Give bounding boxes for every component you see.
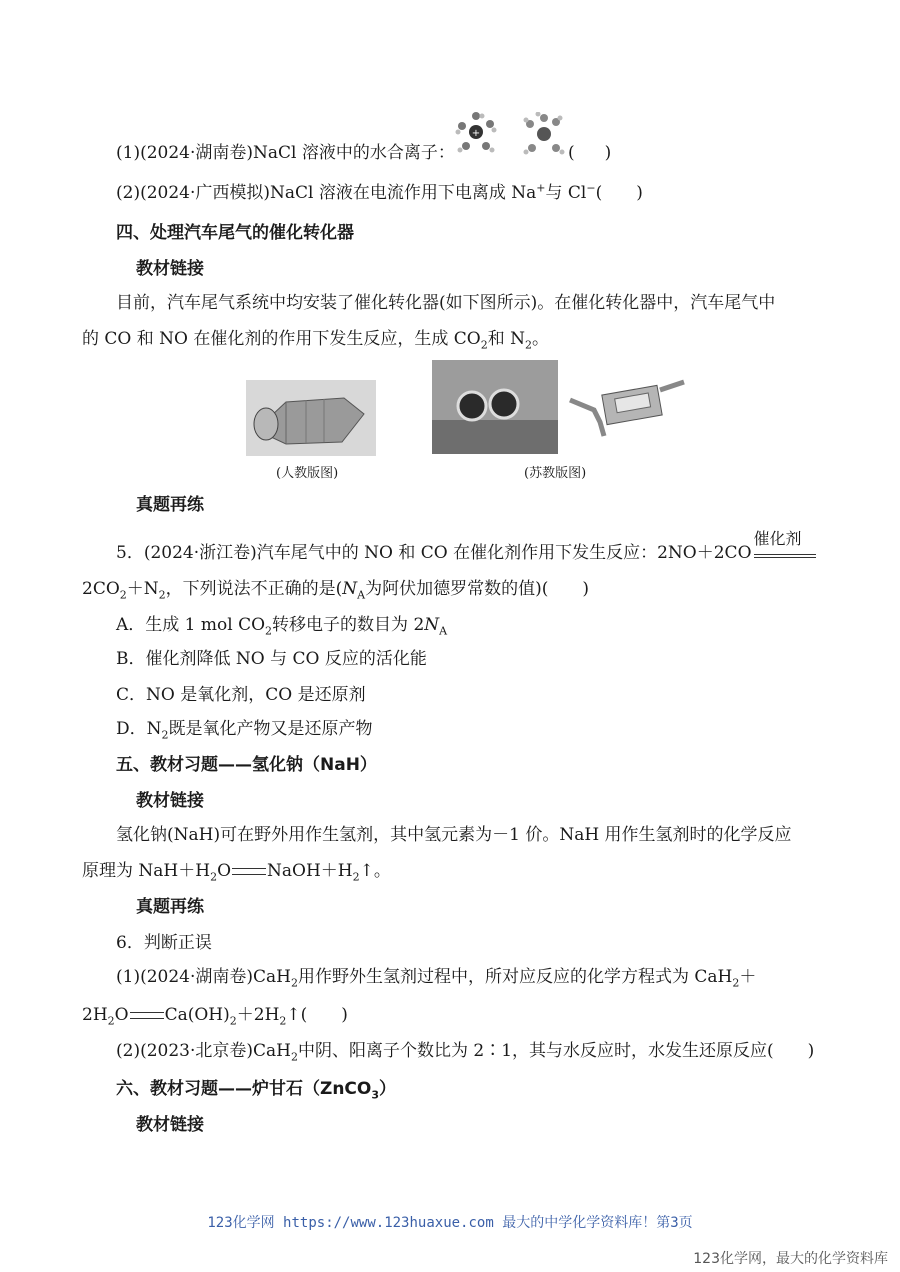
section-5-title: 五、教材习题——氢化钠（NaH） <box>116 755 377 775</box>
question-5-option-d: D．$N_2$既是氧化产物又是还原产物 <box>116 719 373 742</box>
section-5-para-2: 原理为 $NaH+H_2O$ $NaOH+H_2↑$。 <box>82 861 391 884</box>
site-brand-watermark: 123化学网，最大的化学资料库 <box>693 1251 888 1267</box>
question-6-1: (1)(2024·湖南卷)CaH$_2$用作野外生氢剂过程中，所对应反应的化学方程式为 CaH$_2$＋ <box>116 967 757 990</box>
question-1-text: (1)(2024·湖南卷)NaCl 溶液中的水合离子： <box>116 143 455 163</box>
caption-renjiao: (人教版图) <box>276 466 339 481</box>
exhaust-pipe-image <box>432 360 558 454</box>
page-footer-link[interactable]: 123化学网 https://www.123huaxue.com 最大的中学化学资料库！第3页 <box>207 1215 693 1231</box>
question-2: (2)(2024·广西模拟)NaCl 溶液在电流作用下电离成 Na+与 Cl−( ) <box>116 181 643 203</box>
section-5-para-1: 氢化钠(NaH)可在野外用作生氢剂，其中氢元素为－1 价。NaH 用作生氢剂时的化学反应 <box>116 825 792 845</box>
section-5-link-label: 教材链接 <box>136 791 204 811</box>
question-5-stem-line-2: $2CO_2+N_2$，下列说法不正确的是($N_A$为阿伏加德罗常数的值)( ) <box>82 579 590 602</box>
hydrated-anion-icon <box>524 112 565 155</box>
section-4-title: 四、处理汽车尾气的催化转化器 <box>116 223 354 243</box>
converter-image-2 <box>564 370 692 440</box>
equals-sign <box>130 1012 164 1019</box>
question-5-option-b: B．催化剂降低 NO 与 CO 反应的活化能 <box>116 649 427 669</box>
question-1-answer: ( ) <box>568 143 612 163</box>
section-6-title: 六、教材习题——炉甘石（ZnCO$_3$） <box>116 1079 397 1102</box>
catalyst-equation-arrow: 催化剂 <box>754 546 816 558</box>
section-5-practice-label: 真题再练 <box>136 897 204 917</box>
svg-text:+: + <box>471 128 481 139</box>
section-4-link-label: 教材链接 <box>136 259 204 279</box>
hydrated-ion-figure <box>452 112 568 160</box>
equals-sign <box>232 868 266 875</box>
caption-sujiao: (苏教版图) <box>524 466 587 481</box>
question-5-option-a: A．生成 1 mol $CO_2$转移电子的数目为 $2N_A$ <box>116 615 448 638</box>
converter-image-1 <box>246 380 376 456</box>
section-4-practice-label: 真题再练 <box>136 495 204 515</box>
section-4-para-1: 目前，汽车尾气系统中均安装了催化转化器(如下图所示)。在催化转化器中，汽车尾气中 <box>116 293 776 313</box>
question-6-1-line-2: $2H_2O$ $Ca(OH)_2+2H_2↑$( ) <box>82 1005 348 1028</box>
question-6-title: 6．判断正误 <box>116 933 212 953</box>
hydrated-cation-icon <box>456 112 497 153</box>
question-5-option-c: C．NO 是氧化剂，CO 是还原剂 <box>116 685 366 705</box>
question-6-2: (2)(2023·北京卷)CaH$_2$中阴、阳离子个数比为 2∶1，其与水反应时，水发生还原反应( ) <box>116 1041 815 1064</box>
question-5-stem: 5．(2024·浙江卷)汽车尾气中的 NO 和 CO 在催化剂作用下发生反应：2NO＋2CO 催化剂 <box>116 542 818 564</box>
section-4-para-2: 的 CO 和 NO 在催化剂的作用下发生反应，生成 $CO_2$和 $N_2$。 <box>82 329 550 352</box>
question-1 <box>116 142 455 164</box>
section-6-link-label: 教材链接 <box>136 1115 204 1135</box>
